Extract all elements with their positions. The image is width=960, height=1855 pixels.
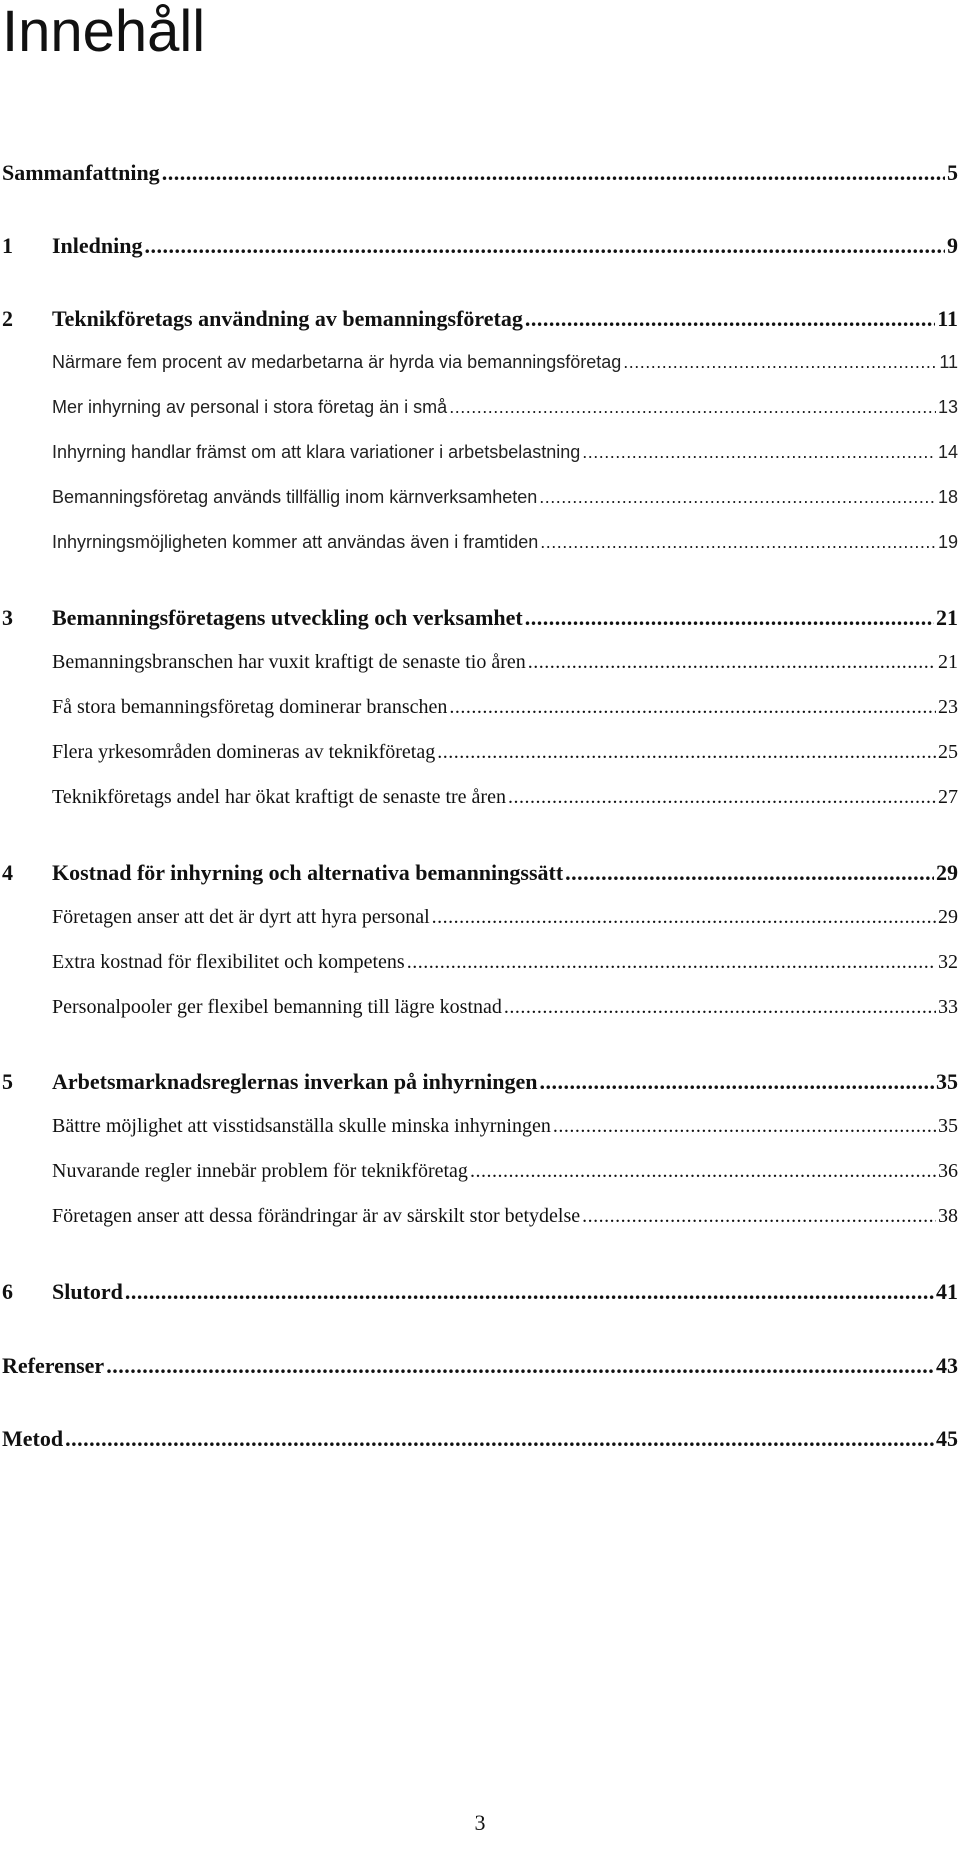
toc-entry-title: Kostnad för inhyrning och alternativa bemanningssätt — [52, 860, 564, 885]
toc-leader-dots — [449, 397, 936, 418]
toc-entry-page: 25 — [938, 741, 958, 763]
page-number: 3 — [474, 1810, 486, 1835]
toc-entry-title: Bemanningsföretag används tillfällig inom kärnverksamheten — [52, 487, 538, 507]
toc-entry-number: 5 — [2, 1069, 13, 1094]
toc-subentry[interactable] — [2, 352, 958, 382]
toc-entry-page: 36 — [938, 1160, 958, 1182]
toc-entry-page: 45 — [936, 1426, 958, 1451]
toc-entry-sammanfattning[interactable] — [2, 160, 958, 190]
toc-entry-title: Extra kostnad för flexibilitet och kompetens — [52, 951, 405, 973]
toc-leader-dots — [162, 160, 945, 186]
toc-entry-page: 41 — [936, 1279, 958, 1304]
toc-entry-title: Inledning — [52, 233, 143, 258]
toc-subentry[interactable] — [2, 786, 958, 816]
toc-entry-page: 32 — [938, 951, 958, 973]
toc-entry-title: Få stora bemanningsföretag dominerar branschen — [52, 696, 448, 718]
toc-subentry[interactable] — [2, 906, 958, 936]
toc-entry-title: Mer inhyrning av personal i stora företag än i små — [52, 397, 448, 417]
toc-entry-page: 11 — [939, 352, 958, 372]
toc-entry-title: Företagen anser att det är dyrt att hyra personal — [52, 906, 430, 928]
toc-entry-metod[interactable] — [2, 1426, 958, 1456]
toc-entry-title: Närmare fem procent av medarbetarna är hyrda via bemanningsföretag — [52, 352, 622, 372]
toc-leader-dots — [437, 741, 936, 764]
toc-entry-page: 9 — [947, 233, 958, 258]
toc-entry-inledning[interactable] — [2, 233, 958, 263]
toc-leader-dots — [145, 233, 946, 259]
toc-entry-title: Arbetsmarknadsreglernas inverkan på inhyrningen — [52, 1069, 538, 1094]
toc-leader-dots — [106, 1353, 934, 1379]
toc-entry-chapter-2[interactable] — [2, 306, 958, 336]
toc-entry-page: 14 — [937, 442, 958, 462]
toc-entry-chapter-3[interactable] — [2, 605, 958, 635]
toc-entry-number: 1 — [2, 233, 13, 258]
toc-entry-title: Slutord — [52, 1279, 123, 1304]
toc-entry-title: Referenser — [2, 1353, 105, 1378]
toc-subentry[interactable] — [2, 996, 958, 1026]
toc-entry-page: 18 — [937, 487, 958, 507]
toc-leader-dots — [125, 1279, 934, 1305]
toc-entry-chapter-6[interactable] — [2, 1279, 958, 1309]
toc-subentry[interactable] — [2, 651, 958, 681]
toc-entry-title: Teknikföretags andel har ökat kraftigt de senaste tre åren — [52, 786, 506, 808]
toc-leader-dots — [470, 1160, 936, 1183]
toc-entry-page: 21 — [936, 605, 958, 630]
toc-entry-chapter-5[interactable] — [2, 1069, 958, 1099]
toc-entry-title: Sammanfattning — [2, 160, 160, 185]
toc-entry-title: Teknikföretags användning av bemanningsföretag — [52, 306, 523, 331]
toc-entry-number: 2 — [2, 306, 13, 331]
toc-entry-page: 33 — [938, 996, 958, 1018]
toc-leader-dots — [525, 306, 935, 332]
toc-entry-page: 35 — [936, 1069, 958, 1094]
toc-leader-dots — [525, 605, 934, 631]
toc-leader-dots — [528, 651, 936, 674]
toc-leader-dots — [565, 860, 934, 886]
toc-leader-dots — [504, 996, 936, 1019]
toc-entry-number: 6 — [2, 1279, 13, 1304]
toc-subentry[interactable] — [2, 951, 958, 981]
toc-subentry[interactable] — [2, 442, 958, 472]
toc-entry-title: Bemanningsföretagens utveckling och verksamhet — [52, 605, 523, 630]
toc-leader-dots — [582, 1205, 936, 1228]
toc-entry-page: 23 — [938, 696, 958, 718]
toc-leader-dots — [553, 1115, 936, 1138]
toc-entry-page: 29 — [938, 906, 958, 928]
toc-leader-dots — [582, 442, 936, 463]
toc-entry-page: 13 — [937, 397, 958, 417]
toc-subentry[interactable] — [2, 741, 958, 771]
toc-entry-page: 43 — [936, 1353, 958, 1378]
toc-entry-number: 3 — [2, 605, 13, 630]
toc-leader-dots — [65, 1426, 934, 1452]
toc-entry-page: 21 — [938, 651, 958, 673]
toc-entry-number: 4 — [2, 860, 13, 885]
toc-leader-dots — [539, 1069, 934, 1095]
toc-leader-dots — [432, 906, 936, 929]
toc-entry-title: Företagen anser att dessa förändringar är av särskilt stor betydelse — [52, 1205, 581, 1227]
toc-entry-title: Personalpooler ger flexibel bemanning till lägre kostnad — [52, 996, 502, 1018]
toc-entry-title: Bättre möjlighet att visstidsanställa skulle minska inhyrningen — [52, 1115, 551, 1137]
toc-subentry[interactable] — [2, 397, 958, 427]
toc-entry-page: 35 — [938, 1115, 958, 1137]
toc-entry-title: Flera yrkesområden domineras av teknikföretag — [52, 741, 436, 763]
toc-leader-dots — [540, 532, 936, 553]
toc-subentry[interactable] — [2, 532, 958, 562]
toc-entry-page: 27 — [938, 786, 958, 808]
toc-leader-dots — [407, 951, 936, 974]
toc-entry-page: 38 — [938, 1205, 958, 1227]
toc-subentry[interactable] — [2, 487, 958, 517]
toc-entry-title: Inhyrning handlar främst om att klara variationer i arbetsbelastning — [52, 442, 581, 462]
toc-entry-title: Inhyrningsmöjligheten kommer att användas även i framtiden — [52, 532, 539, 552]
toc-entry-title: Bemanningsbranschen har vuxit kraftigt de senaste tio åren — [52, 651, 526, 673]
toc-entry-page: 11 — [937, 306, 958, 331]
toc-subentry[interactable] — [2, 696, 958, 726]
toc-entry-page: 5 — [947, 160, 958, 185]
toc-entry-referenser[interactable] — [2, 1353, 958, 1383]
toc-entry-page: 29 — [936, 860, 958, 885]
toc-leader-dots — [539, 487, 936, 508]
toc-subentry[interactable] — [2, 1115, 958, 1145]
toc-leader-dots — [508, 786, 936, 809]
page-title: Innehåll — [2, 0, 206, 64]
toc-entry-page: 19 — [937, 532, 958, 552]
toc-entry-title: Nuvarande regler innebär problem för teknikföretag — [52, 1160, 468, 1182]
toc-subentry[interactable] — [2, 1205, 958, 1235]
toc-entry-chapter-4[interactable] — [2, 860, 958, 890]
toc-leader-dots — [449, 696, 936, 719]
toc-entry-title: Metod — [2, 1426, 64, 1451]
toc-leader-dots — [623, 352, 937, 373]
toc-subentry[interactable] — [2, 1160, 958, 1190]
